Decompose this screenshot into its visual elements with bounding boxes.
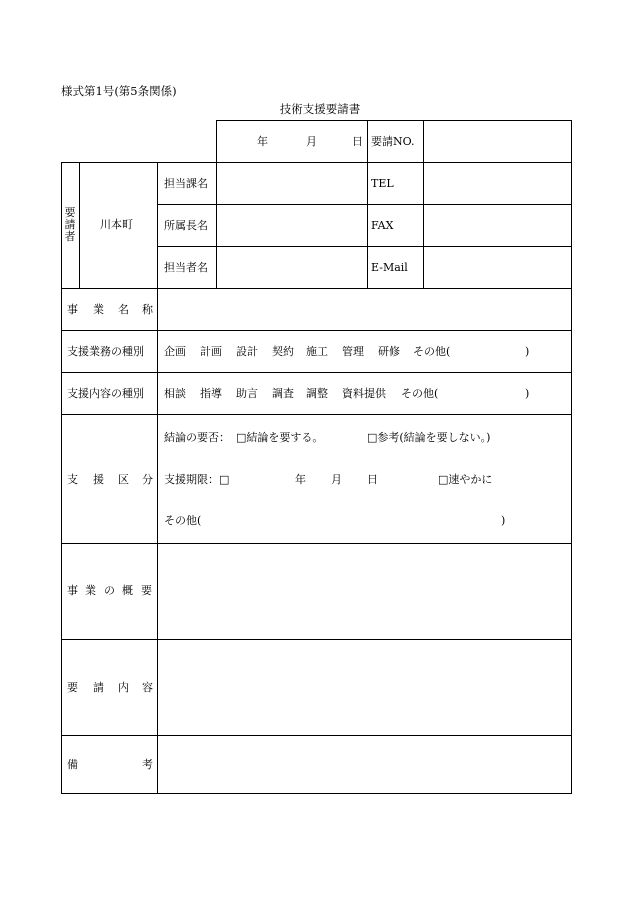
option-training[interactable]: 研修 bbox=[378, 345, 400, 358]
date-month-label: 月 bbox=[306, 135, 317, 148]
other-close-paren: ) bbox=[501, 514, 506, 527]
tel-field[interactable] bbox=[424, 163, 571, 204]
option-management[interactable]: 管理 bbox=[342, 345, 364, 358]
conclusion-reference-checkbox[interactable]: □参考(結論を要しない。) bbox=[367, 431, 491, 444]
date-day-label: 日 bbox=[352, 135, 363, 148]
option-survey[interactable]: 調査 bbox=[272, 387, 294, 400]
project-name-field[interactable] bbox=[158, 289, 571, 330]
option-design[interactable]: 設計 bbox=[236, 345, 258, 358]
option-construction[interactable]: 施工 bbox=[306, 345, 328, 358]
person-in-charge-label: 担当者名 bbox=[164, 261, 208, 274]
conclusion-label: 結論の要否： bbox=[164, 431, 230, 444]
option-materials[interactable]: 資料提供 bbox=[342, 387, 386, 400]
option-other[interactable]: その他( bbox=[401, 387, 439, 400]
deadline-day-label: 日 bbox=[367, 473, 378, 486]
requester-section-label: 要 請 者 bbox=[64, 206, 76, 243]
fax-label: FAX bbox=[371, 219, 394, 232]
option-consultation[interactable]: 相談 bbox=[164, 387, 186, 400]
deadline-month-label: 月 bbox=[331, 473, 342, 486]
option-coordination[interactable]: 調整 bbox=[306, 387, 328, 400]
remarks-field[interactable] bbox=[158, 736, 571, 793]
option-other[interactable]: その他( bbox=[413, 345, 451, 358]
supervisor-label: 所属長名 bbox=[164, 219, 208, 232]
project-overview-field[interactable] bbox=[158, 544, 571, 639]
request-no-field[interactable] bbox=[424, 121, 571, 162]
email-label: E-Mail bbox=[371, 261, 408, 274]
close-paren: ) bbox=[525, 387, 530, 400]
option-advice[interactable]: 助言 bbox=[236, 387, 258, 400]
form-number: 様式第1号(第5条関係) bbox=[61, 84, 177, 98]
tel-label: TEL bbox=[371, 177, 394, 190]
fax-field[interactable] bbox=[424, 205, 571, 246]
request-no-label: 要請NO. bbox=[371, 135, 415, 148]
email-field[interactable] bbox=[424, 247, 571, 288]
form-title: 技術支援要請書 bbox=[279, 102, 361, 116]
support-content-type-label: 支援内容の種別 bbox=[67, 387, 144, 400]
date-year-label: 年 bbox=[257, 135, 268, 148]
department-field[interactable] bbox=[217, 163, 367, 204]
asap-checkbox[interactable]: □速やかに bbox=[438, 473, 493, 486]
option-plan[interactable]: 計画 bbox=[200, 345, 222, 358]
deadline-year-label: 年 bbox=[295, 473, 306, 486]
supervisor-field[interactable] bbox=[217, 205, 367, 246]
option-planning[interactable]: 企画 bbox=[164, 345, 186, 358]
person-in-charge-field[interactable] bbox=[217, 247, 367, 288]
option-guidance[interactable]: 指導 bbox=[200, 387, 222, 400]
close-paren: ) bbox=[525, 345, 530, 358]
conclusion-required-checkbox[interactable]: □結論を要する。 bbox=[236, 431, 324, 444]
municipality-name: 川本町 bbox=[100, 218, 133, 231]
deadline-checkbox[interactable]: 支援期限：□ bbox=[164, 473, 230, 486]
department-label: 担当課名 bbox=[164, 177, 208, 190]
support-work-type-label: 支援業務の種別 bbox=[67, 345, 144, 358]
other-label: その他( bbox=[164, 514, 202, 527]
request-content-field[interactable] bbox=[158, 640, 571, 735]
option-contract[interactable]: 契約 bbox=[272, 345, 294, 358]
